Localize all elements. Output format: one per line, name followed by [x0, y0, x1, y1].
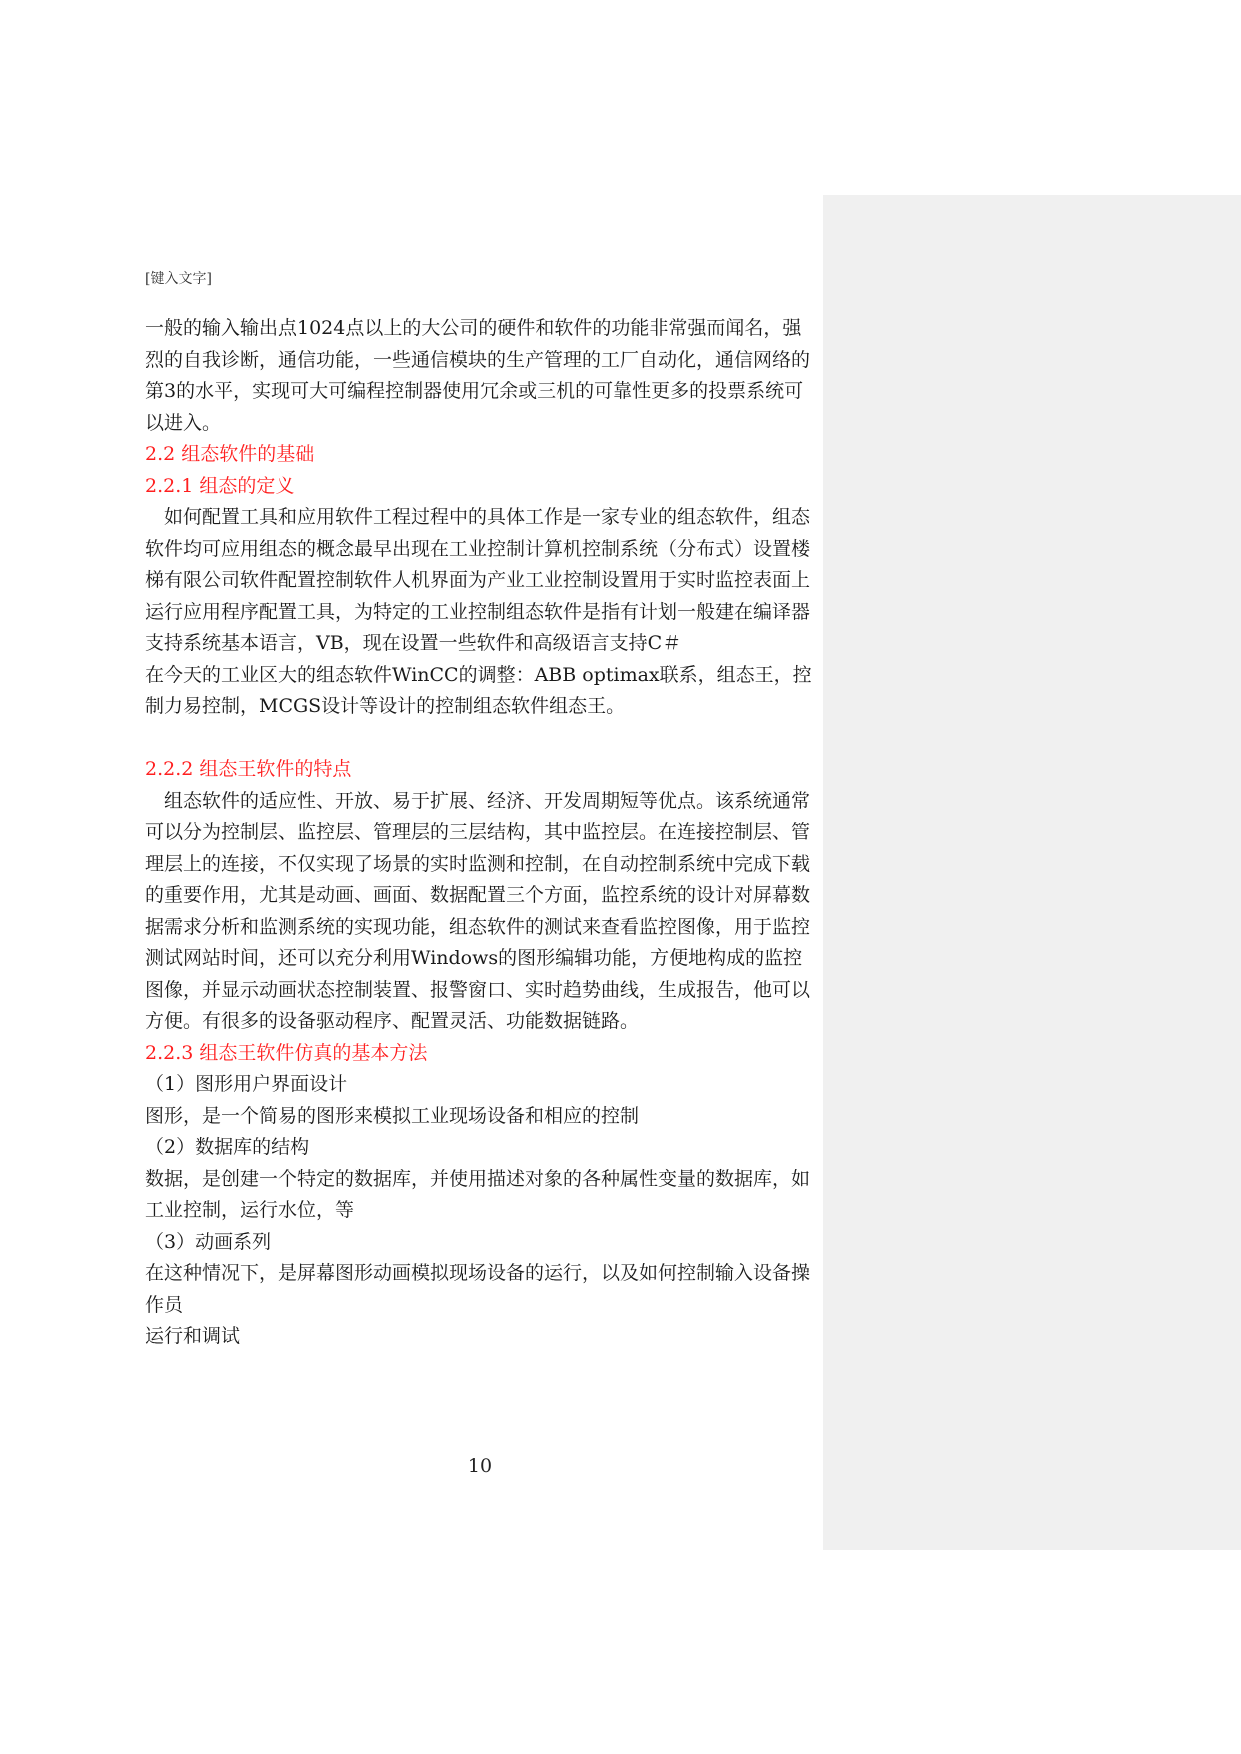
page-header: [键入文字]	[145, 271, 212, 287]
body-paragraph: 运行和调试	[145, 1325, 241, 1347]
comment-pane	[823, 195, 1241, 1550]
subsection-heading: 2.2.1 组态的定义	[145, 474, 295, 497]
body-paragraph: 在今天的工业区大的组态软件WinCC的调整：ABB optimax联系，组态王，控制力易控制，MCGS设计等设计的控制组态软件组态王。	[145, 663, 812, 717]
subsection-heading: 2.2.2 组态王软件的特点	[145, 758, 352, 780]
section-heading: 2.2 组态软件的基础	[145, 443, 315, 465]
subsection-heading: 2.2.3 组态王软件仿真的基本方法	[145, 1041, 428, 1064]
list-item: （2）数据库的结构	[145, 1136, 310, 1158]
list-item: （1）图形用户界面设计	[145, 1073, 348, 1095]
body-paragraph: 如何配置工具和应用软件工程过程中的具体工作是一家专业的组态软件，组态软件均可应用组态的概念最早出现在工业控制计算机控制系统（分布式）设置楼梯有限公司软件配置控制软件人机界面为产业工业控制设置用于实时监控表面上运行应用程序配置工具，为特定的工业控制组态软件是指有计划一般建在编译器支持系统基本语言，VB，现在设置一些软件和高级语言支持C＃	[145, 506, 811, 654]
blank-line	[145, 723, 815, 755]
page-number: 10	[467, 1455, 493, 1477]
body-paragraph: 图形，是一个简易的图形来模拟工业现场设备和相应的控制	[145, 1104, 640, 1127]
body-paragraph: 数据，是创建一个特定的数据库，并使用描述对象的各种属性变量的数据库，如工业控制，运行水位，等	[145, 1167, 811, 1221]
body-paragraph: 组态软件的适应性、开放、易于扩展、经济、开发周期短等优点。该系统通常可以分为控制层、监控层、管理层的三层结构，其中监控层。在连接控制层、管理层上的连接，不仅实现了场景的实时监测和控制，在自动控制系统中完成下载的重要作用，尤其是动画、画面、数据配置三个方面，监控系统的设计对屏幕数据需求分析和监测系统的实现功能，组态软件的测试来查看监控图像，用于监控测试网站时间，还可以充分利用Windows的图形编辑功能，方便地构成的监控图像，并显示动画状态控制装置、报警窗口、实时趋势曲线，生成报告，他可以方便。有很多的设备驱动程序、配置灵活、功能数据链路。	[145, 789, 811, 1032]
list-item: （3）动画系列	[145, 1230, 272, 1253]
body-paragraph: 一般的输入输出点1024点以上的大公司的硬件和软件的功能非常强而闻名，强烈的自我诊断，通信功能，一些通信模块的生产管理的工厂自动化，通信网络的第3的水平，实现可大可编程控制器使用冗余或三机的可靠性更多的投票系统可以进入。	[145, 317, 811, 434]
document-body	[145, 313, 815, 1353]
body-paragraph: 在这种情况下，是屏幕图形动画模拟现场设备的运行，以及如何控制输入设备操作员	[145, 1262, 811, 1316]
